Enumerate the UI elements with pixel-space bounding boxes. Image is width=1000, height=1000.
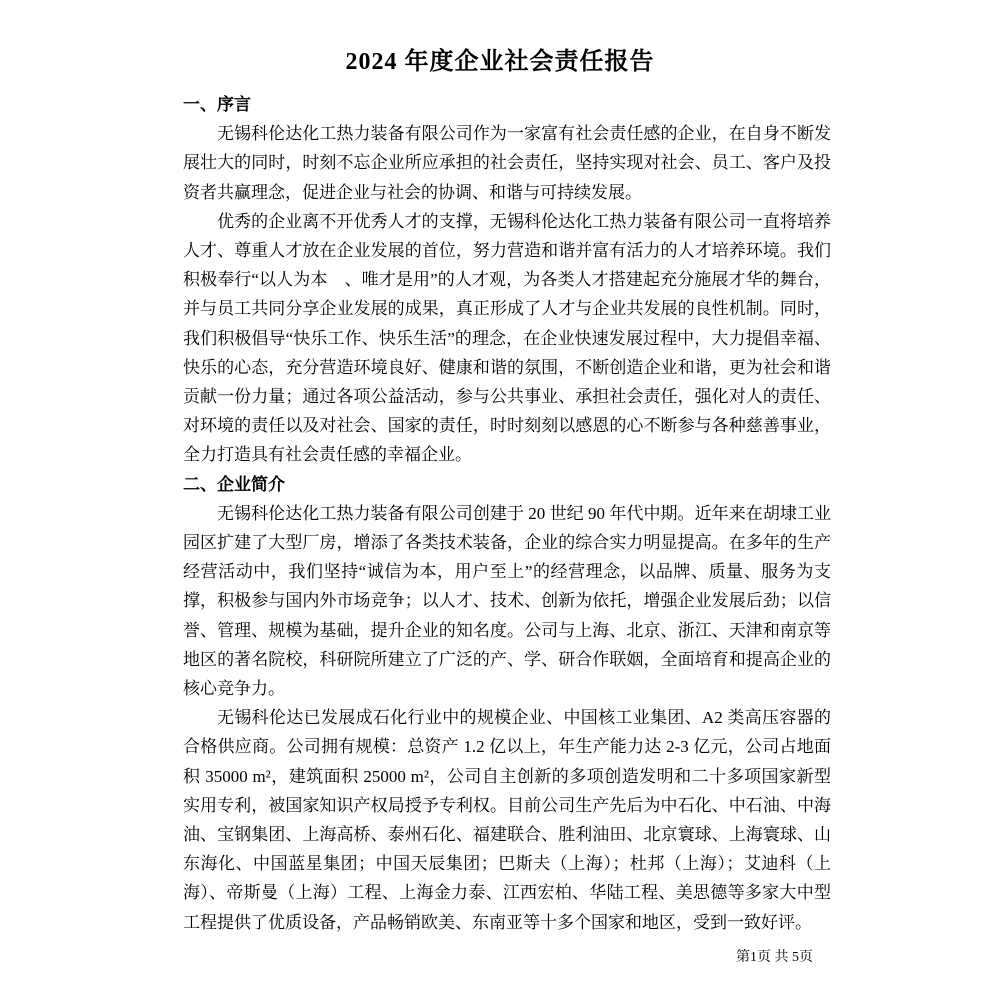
document-body — [183, 90, 831, 937]
page-title: 2024 年度企业社会责任报告 — [345, 49, 655, 75]
company-profile-paragraph-2: 无锡科伦达已发展成石化行业中的规模企业、中国核工业集团、A2 类高压容器的合格供应商。公司拥有规模：总资产 1.2 亿以上，年生产能力达 2-3 亿元，公司占地面积 35000 m²，建筑面积 25000 m²，公司自主创新的多项创造发明和二十多项国家新型实用专利，被国家知识产权局授予专利权。目前公司生产先后为中石化、中石油、中海油、宝钢集团、上海高桥、泰州石化、福建联合、胜利油田、北京寰球、上海寰球、山东海化、中国蓝星集团；中国天辰集团；巴斯夫（上海）；杜邦（上海）；艾迪科（上海）、帝斯曼（上海）工程、上海金力泰、江西宏柏、华陆工程、美思德等多家大中型工程提供了优质设备，产品畅销欧美、东南亚等十多个国家和地区，受到一致好评。 — [183, 708, 831, 932]
section-heading-preface: 一、序言 — [183, 95, 251, 114]
section-heading-company-profile: 二、企业简介 — [183, 474, 285, 494]
company-profile-paragraph-1: 无锡科伦达化工热力装备有限公司创建于 20 世纪 90 年代中期。近年来在胡埭工业园区扩建了大型厂房，增添了各类技术装备，企业的综合实力明显提高。在多年的生产经营活动中，我们坚持“诚信为本，用户至上”的经营理念，以品牌、质量、服务为支撑，积极参与国内外市场竞争；以人才、技术、创新为依托，增强企业发展后劲；以信誉、管理、规模为基础，提升企业的知名度。公司与上海、北京、浙江、天津和南京等地区的著名院校，科研院所建立了广泛的产、学、研合作联姻，全面培育和提高企业的核心竞争力。 — [183, 503, 831, 699]
preface-paragraph-2: 优秀的企业离不开优秀人才的支撑，无锡科伦达化工热力装备有限公司一直将培养人才、尊重人才放在企业发展的首位，努力营造和谐并富有活力的人才培养环境。我们积极奉行“以人为本 、唯才是用”的人才观，为各类人才搭建起充分施展才华的舞台，并与员工共同分享企业发展的成果，真正形成了人才与企业共发展的良性机制。同时，我们积极倡导“快乐工作、快乐生活”的理念，在企业快速发展过程中，大力提倡幸福、快乐的心态，充分营造环境良好、健康和谐的氛围，不断创造企业和谐，更为社会和谐贡献一份力量；通过各项公益活动，参与公共事业、承担社会责任，强化对人的责任、对环境的责任以及对社会、国家的责任，时时刻刻以感恩的心不断参与各种慈善事业，全力打造具有社会责任感的幸福企业。 — [183, 211, 831, 465]
page-number: 第1页 共 5页 — [736, 950, 813, 965]
preface-paragraph-1: 无锡科伦达化工热力装备有限公司作为一家富有社会责任感的企业，在自身不断发展壮大的同时，时刻不忘企业所应承担的社会责任，坚持实现对社会、员工、客户及投资者共赢理念，促进企业与社会的协调、和谐与可持续发展。 — [183, 124, 831, 202]
